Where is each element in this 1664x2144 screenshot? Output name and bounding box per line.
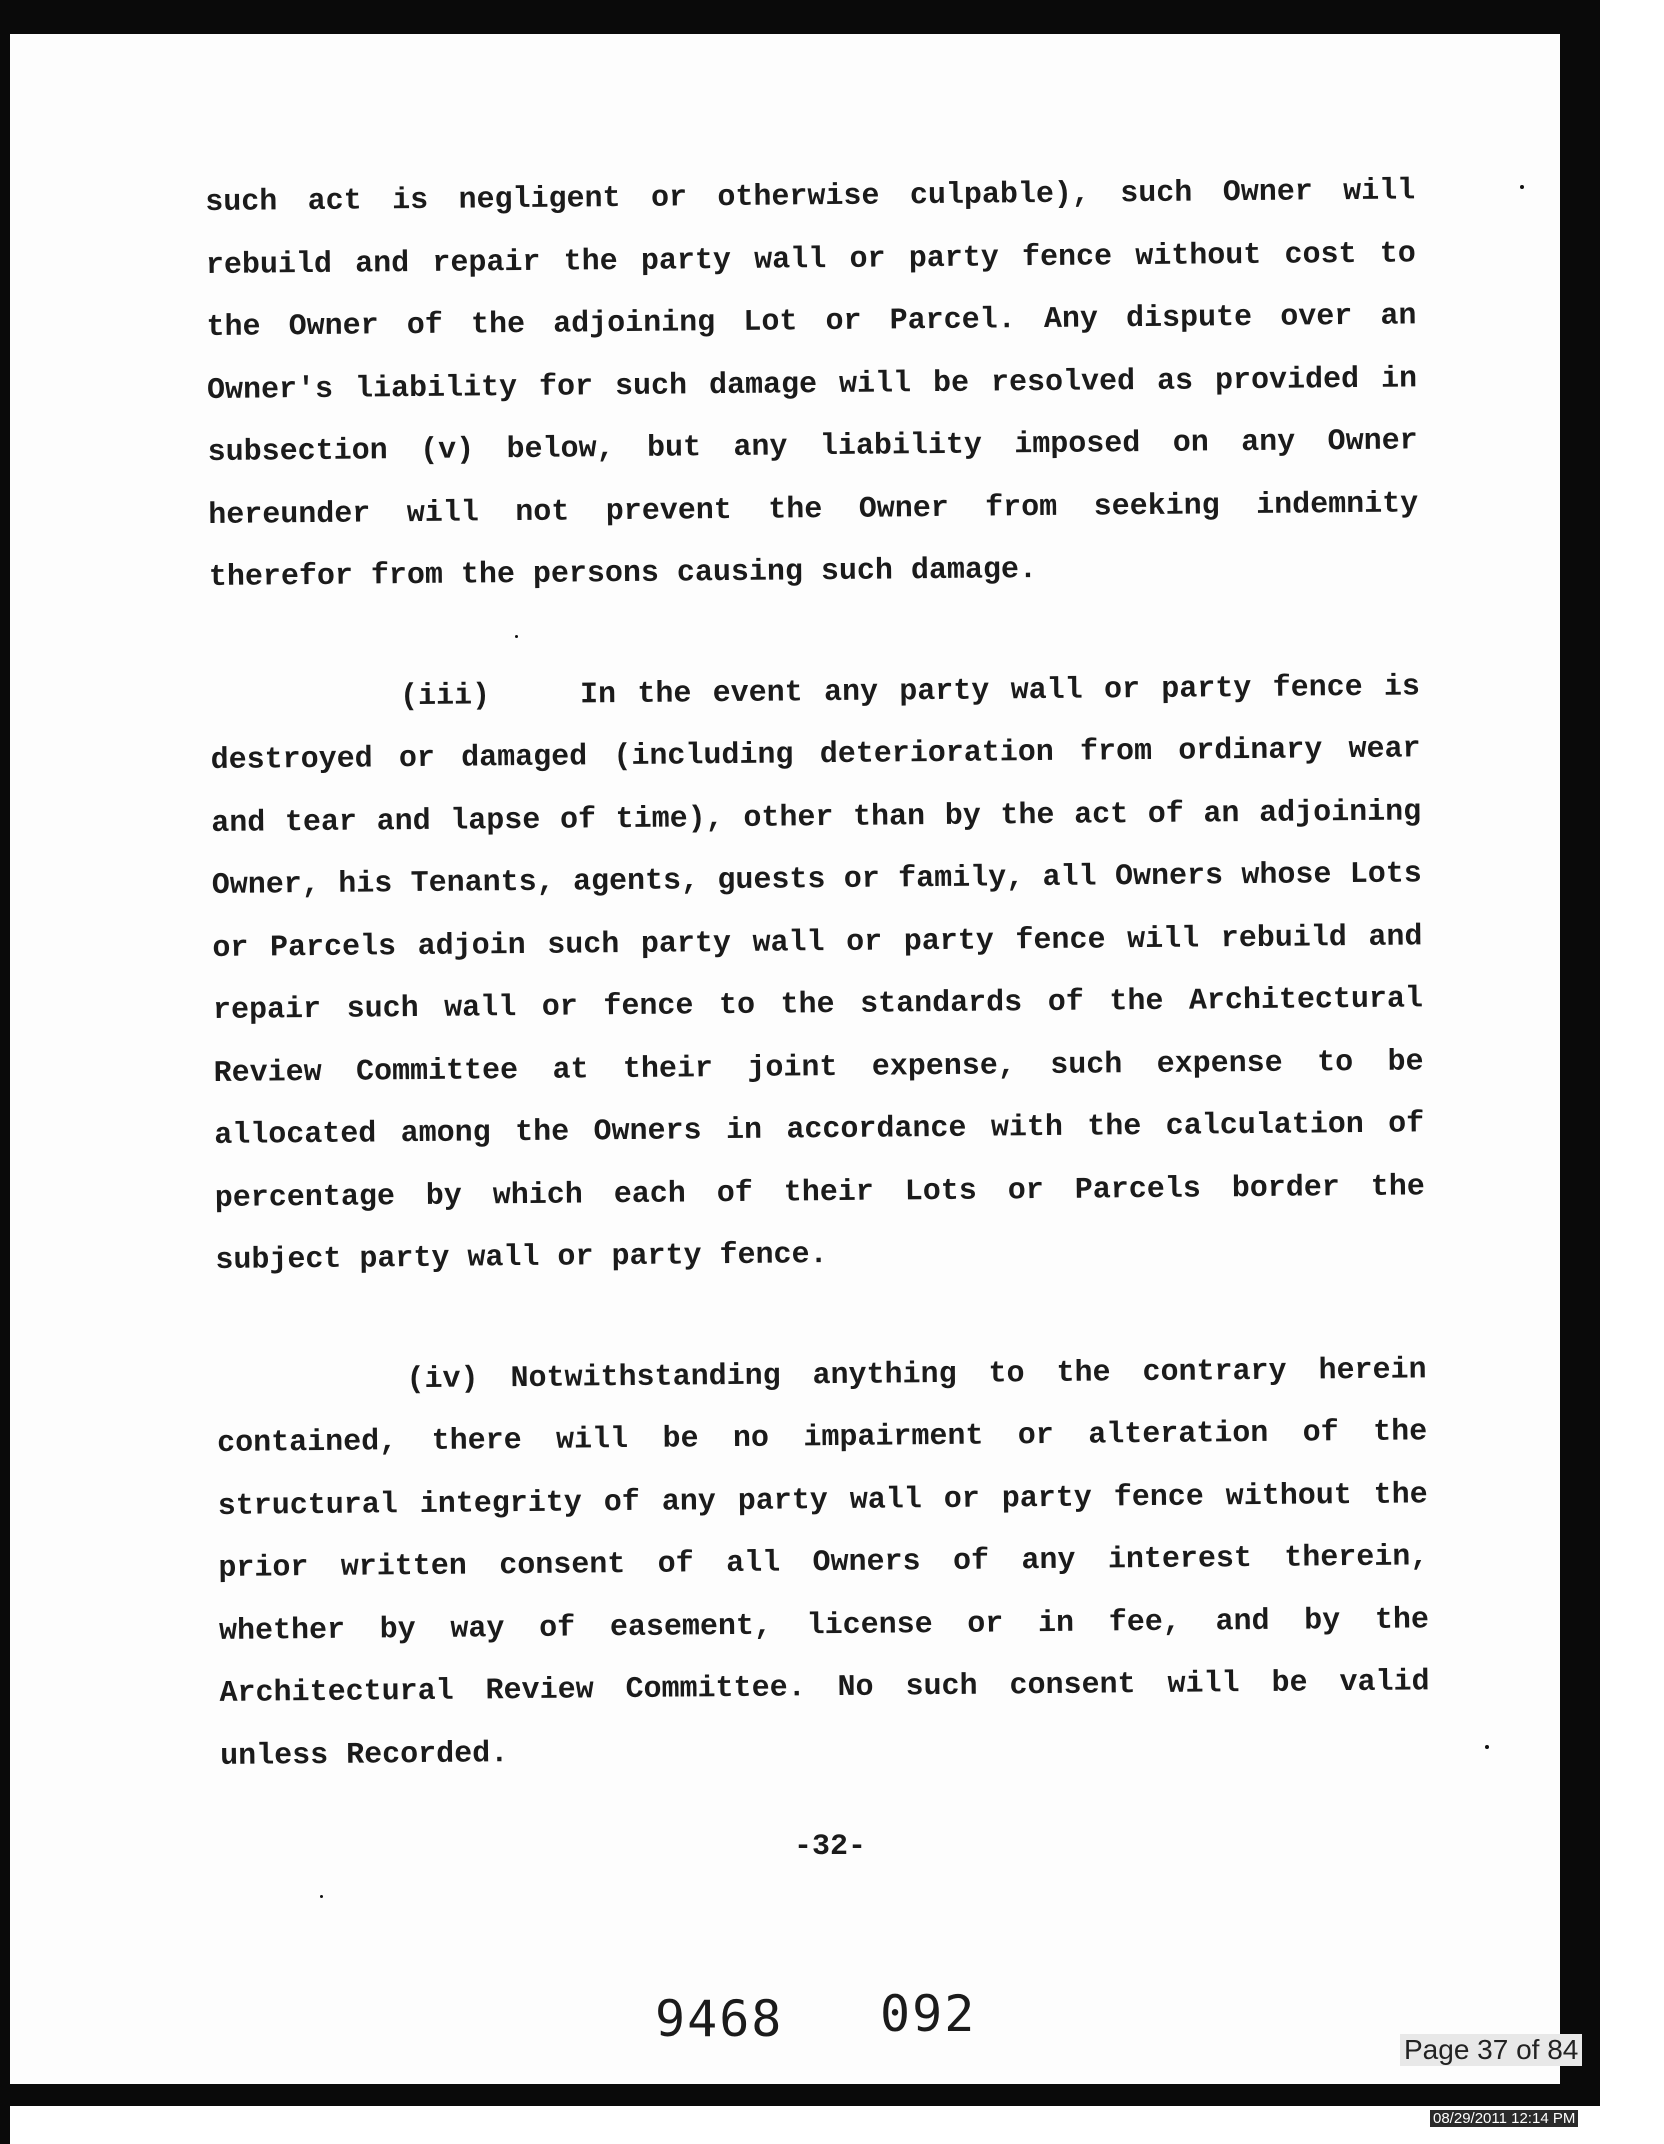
scan-border-bottom: [0, 2084, 1600, 2106]
datetime-stamp: 08/29/2011 12:14 PM: [1430, 2110, 1578, 2127]
scan-border-left: [0, 0, 10, 2144]
scan-speck: [320, 1895, 323, 1898]
paragraph-text: Notwithstanding anything to the contrary herein contained, there will be no impairment or alteration of the structural integrity of any party wall or party fence without the prior written consent of all Owners of any interest therein, whether by way of easement, license or in fee, and by the Architectural Review Committee. No such consent will be valid unless Recorded.: [217, 1352, 1430, 1774]
paragraph-continued: [205, 160, 1419, 609]
book-page-number: 092: [880, 1985, 977, 2043]
book-number: 9468: [655, 1990, 784, 2048]
paragraph-iii: [210, 656, 1426, 1293]
paragraph-text: such act is negligent or otherwise culpable), such Owner will rebuild and repair the party wall or party fence without cost to the Owner of the adjoining Lot or Parcel. Any dispute over an Owner's liability for such damage will be resolved as provided in subsection (v) below, but any liability imposed on any Owner hereunder will not prevent the Owner from seeking indemnity therefor from the persons causing such damage.: [205, 174, 1419, 595]
paragraph-number: (iv): [406, 1361, 479, 1397]
paragraph-text: In the event any party wall or party fence is destroyed or damaged (including deterioration from ordinary wear and tear and lapse of time), other than by the act of an adjoining Owner, his Tenants, agents, guests or family, all Owners whose Lots or Parcels adjoin such party wall or party fence will rebuild and repair such wall or fence to the standards of the Architectural Review Committee at their joint expense, such expense to be allocated among the Owners in accordance with the calculation of percentage by which each of their Lots or Parcels border the subject party wall or party fence.: [210, 669, 1425, 1278]
page-number: -32-: [793, 1830, 866, 1864]
scan-border-top: [0, 0, 1600, 34]
scan-speck: [1485, 1745, 1489, 1749]
page-count-stamp: Page 37 of 84: [1400, 2034, 1582, 2066]
paragraph-number: (iii): [399, 678, 491, 714]
paragraph-iv: [216, 1339, 1430, 1788]
document-body: [205, 160, 1430, 1788]
scan-speck: [1520, 185, 1524, 189]
scan-border-right: [1560, 0, 1600, 2100]
